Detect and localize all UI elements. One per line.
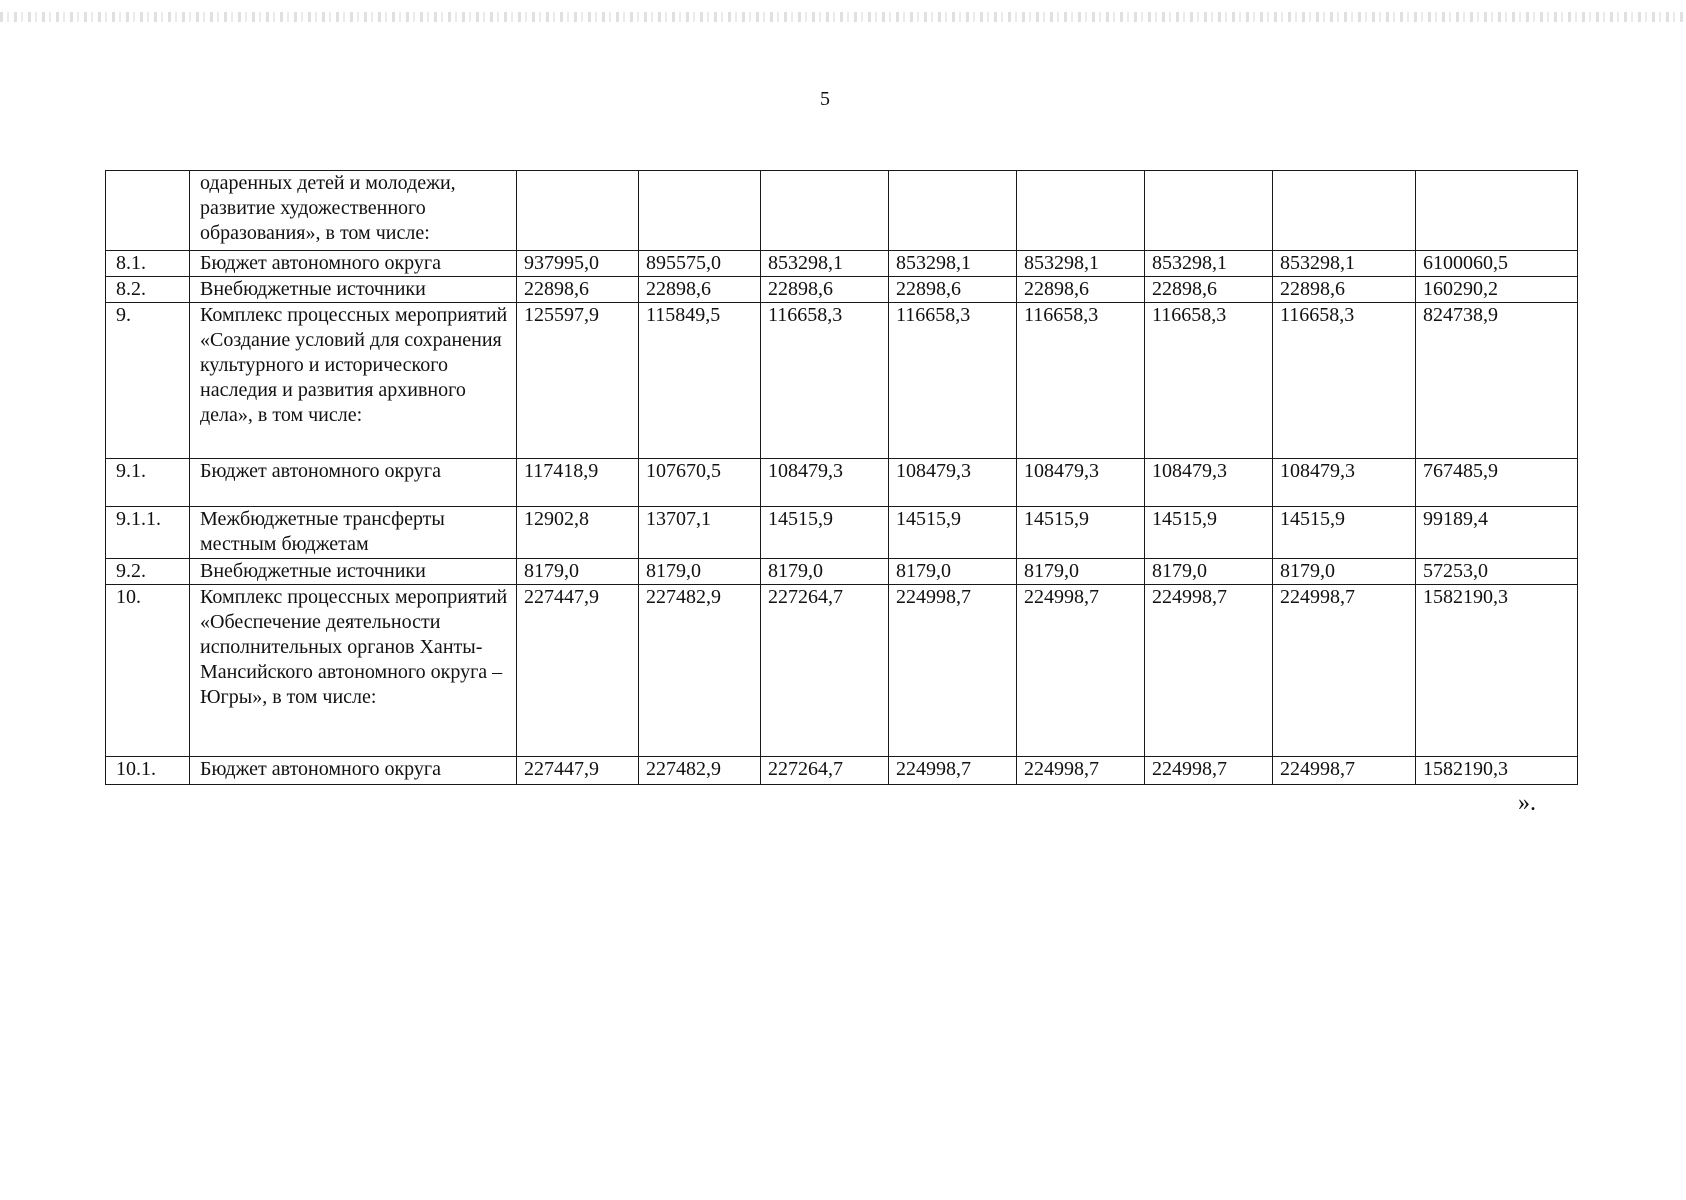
- row-number-cell: 9.1.1.: [106, 507, 190, 559]
- row-name-cell: одаренных детей и молодежи, развитие художественного образования», в том числе:: [190, 171, 517, 251]
- value-cell: 853298,1: [889, 251, 1017, 277]
- value-cell: 224998,7: [1145, 585, 1273, 757]
- value-cell: 12902,8: [517, 507, 639, 559]
- value-cell: 108479,3: [761, 459, 889, 507]
- value-cell: 116658,3: [1145, 303, 1273, 459]
- value-cell: 22898,6: [639, 277, 761, 303]
- value-cell: 224998,7: [889, 757, 1017, 785]
- value-cell: 8179,0: [1145, 559, 1273, 585]
- table-row: [106, 585, 1578, 757]
- value-cell: [1145, 171, 1273, 251]
- value-cell: 8179,0: [1017, 559, 1145, 585]
- value-cell: 8179,0: [1273, 559, 1416, 585]
- value-cell: 224998,7: [1017, 757, 1145, 785]
- value-cell: 116658,3: [1273, 303, 1416, 459]
- value-cell: 227264,7: [761, 585, 889, 757]
- table-row: [106, 251, 1578, 277]
- total-value-cell: 6100060,5: [1416, 251, 1578, 277]
- value-cell: 22898,6: [517, 277, 639, 303]
- value-cell: 125597,9: [517, 303, 639, 459]
- value-cell: 116658,3: [761, 303, 889, 459]
- value-cell: 14515,9: [761, 507, 889, 559]
- value-cell: [1273, 171, 1416, 251]
- row-number-cell: 9.: [106, 303, 190, 459]
- value-cell: 14515,9: [1017, 507, 1145, 559]
- value-cell: 116658,3: [1017, 303, 1145, 459]
- value-cell: 14515,9: [889, 507, 1017, 559]
- value-cell: 937995,0: [517, 251, 639, 277]
- value-cell: 22898,6: [1273, 277, 1416, 303]
- value-cell: 224998,7: [1017, 585, 1145, 757]
- row-number-cell: 9.2.: [106, 559, 190, 585]
- table-row: [106, 303, 1578, 459]
- row-number-cell: 8.1.: [106, 251, 190, 277]
- value-cell: 108479,3: [889, 459, 1017, 507]
- row-number-cell: [106, 171, 190, 251]
- total-value-cell: 57253,0: [1416, 559, 1578, 585]
- row-name-cell: Комплекс процессных мероприятий «Создание условий для сохранения культурного и исторического наследия и развития архивного дела», в том числе:: [190, 303, 517, 459]
- value-cell: 227482,9: [639, 757, 761, 785]
- row-name-cell: Бюджет автономного округа: [190, 757, 517, 785]
- table-row: [106, 277, 1578, 303]
- row-name-cell: Комплекс процессных мероприятий «Обеспечение деятельности исполнительных органов Ханты-Мансийского автономного округа – Югры», в том числе:: [190, 585, 517, 757]
- value-cell: 8179,0: [761, 559, 889, 585]
- table-row: [106, 757, 1578, 785]
- value-cell: [889, 171, 1017, 251]
- row-number-cell: 8.2.: [106, 277, 190, 303]
- total-value-cell: [1416, 171, 1578, 251]
- value-cell: 22898,6: [1017, 277, 1145, 303]
- row-name-cell: Бюджет автономного округа: [190, 459, 517, 507]
- value-cell: 8179,0: [889, 559, 1017, 585]
- total-value-cell: 1582190,3: [1416, 585, 1578, 757]
- value-cell: 227482,9: [639, 585, 761, 757]
- value-cell: 227264,7: [761, 757, 889, 785]
- value-cell: 224998,7: [1273, 585, 1416, 757]
- value-cell: 853298,1: [1017, 251, 1145, 277]
- value-cell: 108479,3: [1017, 459, 1145, 507]
- budget-table-body: [106, 171, 1578, 785]
- value-cell: [1017, 171, 1145, 251]
- scan-edge-noise: [0, 12, 1686, 22]
- value-cell: 224998,7: [1273, 757, 1416, 785]
- value-cell: 227447,9: [517, 757, 639, 785]
- value-cell: 8179,0: [517, 559, 639, 585]
- value-cell: 224998,7: [889, 585, 1017, 757]
- total-value-cell: 767485,9: [1416, 459, 1578, 507]
- value-cell: 22898,6: [1145, 277, 1273, 303]
- value-cell: 895575,0: [639, 251, 761, 277]
- table-row: [106, 459, 1578, 507]
- value-cell: 14515,9: [1145, 507, 1273, 559]
- page-number: 5: [820, 88, 830, 110]
- value-cell: 115849,5: [639, 303, 761, 459]
- table-row: [106, 507, 1578, 559]
- value-cell: 853298,1: [761, 251, 889, 277]
- total-value-cell: 824738,9: [1416, 303, 1578, 459]
- row-number-cell: 10.1.: [106, 757, 190, 785]
- value-cell: 107670,5: [639, 459, 761, 507]
- closing-quote: ».: [1518, 790, 1536, 816]
- value-cell: 116658,3: [889, 303, 1017, 459]
- value-cell: 22898,6: [761, 277, 889, 303]
- value-cell: 22898,6: [889, 277, 1017, 303]
- value-cell: 227447,9: [517, 585, 639, 757]
- row-number-cell: 10.: [106, 585, 190, 757]
- total-value-cell: 160290,2: [1416, 277, 1578, 303]
- table-row: [106, 171, 1578, 251]
- value-cell: [639, 171, 761, 251]
- table-row: [106, 559, 1578, 585]
- row-name-cell: Внебюджетные источники: [190, 277, 517, 303]
- value-cell: 853298,1: [1145, 251, 1273, 277]
- value-cell: 14515,9: [1273, 507, 1416, 559]
- total-value-cell: 1582190,3: [1416, 757, 1578, 785]
- row-number-cell: 9.1.: [106, 459, 190, 507]
- row-name-cell: Межбюджетные трансферты местным бюджетам: [190, 507, 517, 559]
- value-cell: [761, 171, 889, 251]
- value-cell: 108479,3: [1273, 459, 1416, 507]
- value-cell: 8179,0: [639, 559, 761, 585]
- value-cell: 853298,1: [1273, 251, 1416, 277]
- budget-table: [105, 170, 1578, 785]
- total-value-cell: 99189,4: [1416, 507, 1578, 559]
- row-name-cell: Внебюджетные источники: [190, 559, 517, 585]
- value-cell: 108479,3: [1145, 459, 1273, 507]
- value-cell: [517, 171, 639, 251]
- value-cell: 13707,1: [639, 507, 761, 559]
- value-cell: 224998,7: [1145, 757, 1273, 785]
- row-name-cell: Бюджет автономного округа: [190, 251, 517, 277]
- value-cell: 117418,9: [517, 459, 639, 507]
